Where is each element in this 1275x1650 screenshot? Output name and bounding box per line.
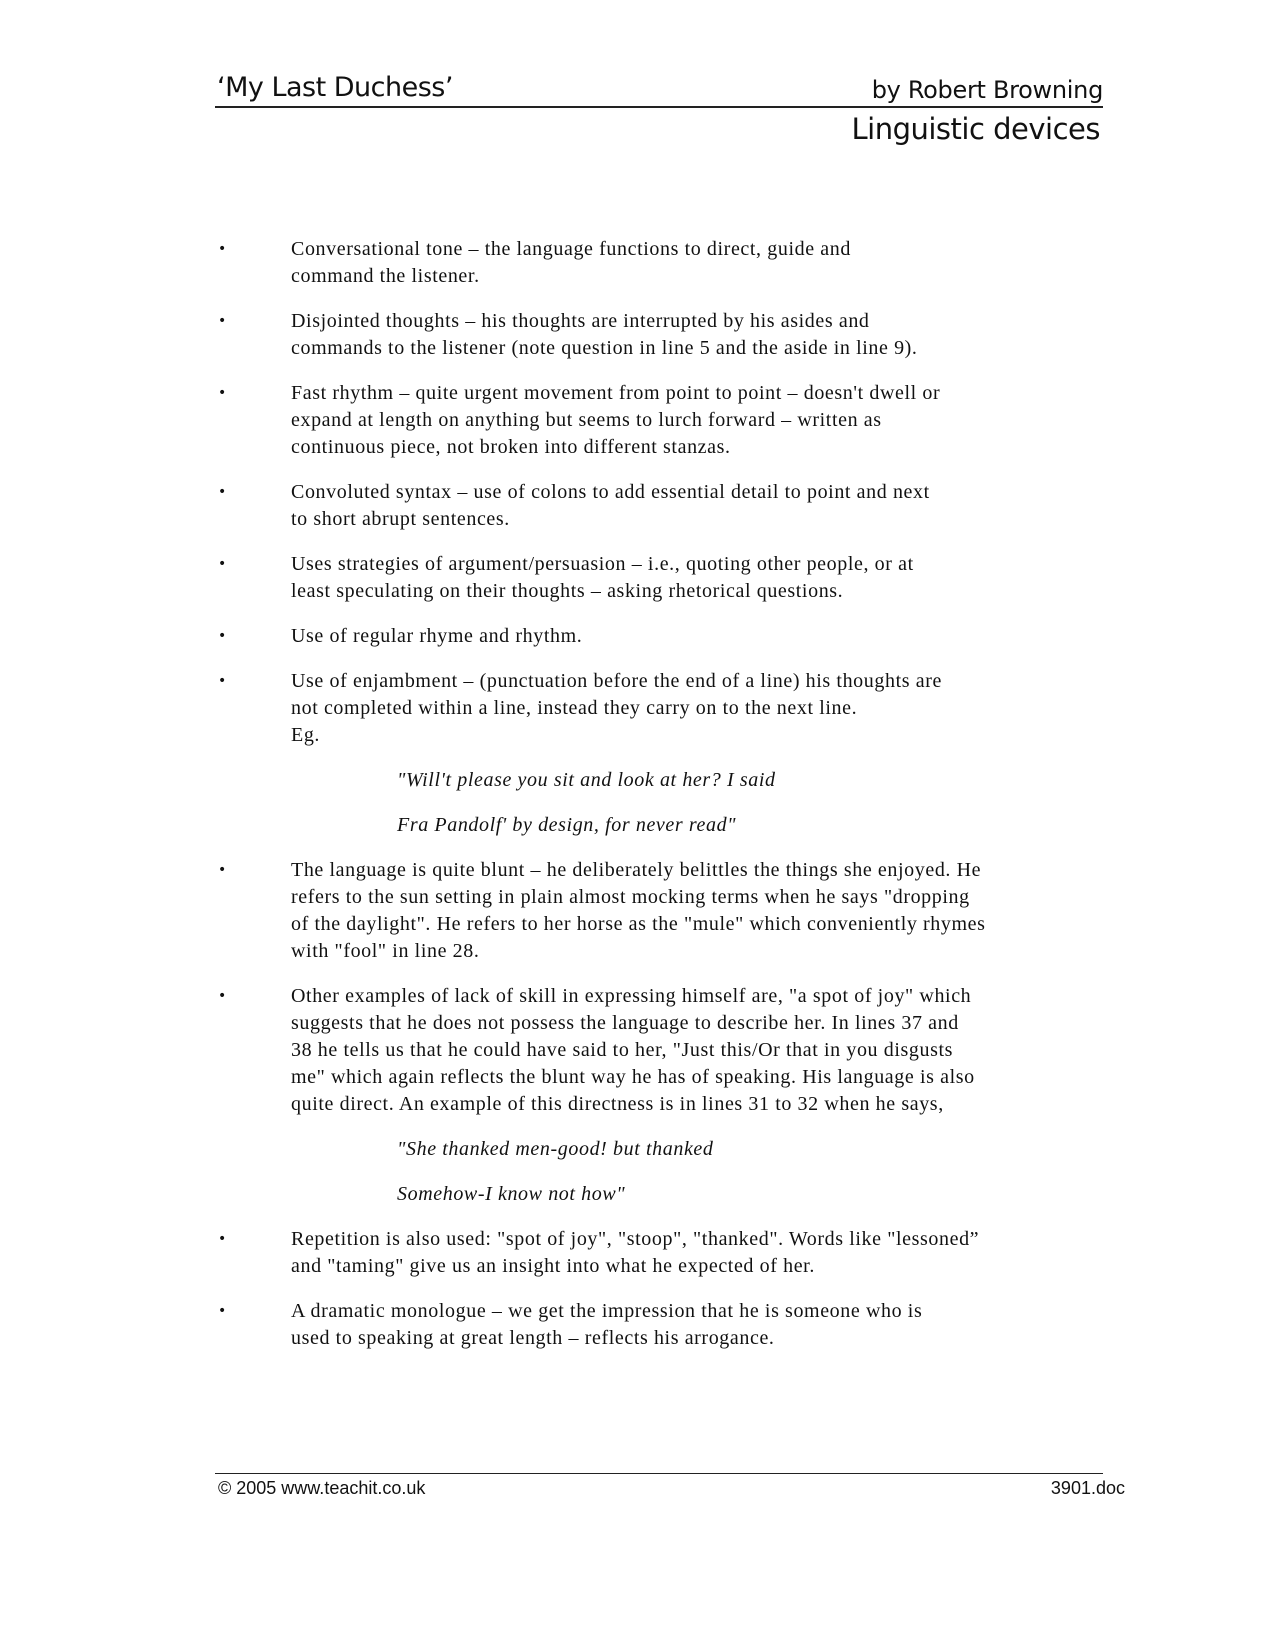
author: by Robert Browning	[871, 76, 1103, 104]
bullet-item	[218, 308, 1138, 362]
quotation	[218, 1136, 1138, 1163]
text-line: Somehow-I know not how"	[397, 1183, 626, 1205]
bullet-icon: •	[218, 988, 227, 1004]
header-divider	[215, 106, 1103, 108]
text-line: and "taming" give us an insight into what he expected of her.	[291, 1255, 815, 1277]
bullet-icon: •	[218, 673, 227, 689]
text-line: expand at length on anything but seems to lurch forward – written as	[291, 409, 882, 431]
bullet-icon: •	[218, 862, 227, 878]
text-line: 38 he tells us that he could have said to her, "Just this/Or that in you disgusts	[291, 1039, 954, 1061]
bullet-item	[218, 236, 1138, 290]
bullet-item	[218, 1226, 1138, 1280]
text-line: me" which again reflects the blunt way he has of speaking. His language is also	[291, 1066, 975, 1088]
bullet-item	[218, 479, 1138, 533]
bullet-icon: •	[218, 556, 227, 572]
bullet-icon: •	[218, 241, 227, 257]
text-line: Fra Pandolf' by design, for never read"	[397, 814, 737, 836]
text-line: used to speaking at great length – reflects his arrogance.	[291, 1327, 775, 1349]
text-line: Convoluted syntax – use of colons to add essential detail to point and next	[291, 481, 930, 503]
bullet-icon: •	[218, 484, 227, 500]
bullet-icon: •	[218, 1303, 227, 1319]
footer-divider	[215, 1473, 1103, 1474]
bullet-item	[218, 380, 1138, 461]
text-line: suggests that he does not possess the language to describe her. In lines 37 and	[291, 1012, 959, 1034]
text-line: Use of enjambment – (punctuation before the end of a line) his thoughts are	[291, 670, 942, 692]
bullet-icon: •	[218, 628, 227, 644]
text-line: not completed within a line, instead they carry on to the next line.	[291, 697, 858, 719]
quotation	[218, 767, 1138, 794]
bullet-item	[218, 623, 1138, 650]
bullet-item	[218, 668, 1138, 749]
bullet-icon: •	[218, 1231, 227, 1247]
text-line: quite direct. An example of this directness is in lines 31 to 32 when he says,	[291, 1093, 944, 1115]
text-line: Other examples of lack of skill in expressing himself are, "a spot of joy" which	[291, 985, 972, 1007]
bullet-item	[218, 983, 1138, 1118]
document-body	[218, 236, 1138, 1370]
text-line: of the daylight". He refers to her horse as the "mule" which conveniently rhymes	[291, 913, 986, 935]
text-line: Use of regular rhyme and rhythm.	[291, 625, 583, 647]
text-line: "She thanked men-good! but thanked	[397, 1138, 714, 1160]
bullet-icon: •	[218, 385, 227, 401]
text-line: commands to the listener (note question in line 5 and the aside in line 9).	[291, 337, 918, 359]
quotation	[218, 1181, 1138, 1208]
text-line: A dramatic monologue – we get the impression that he is someone who is	[291, 1300, 923, 1322]
text-line: Conversational tone – the language functions to direct, guide and	[291, 238, 851, 260]
bullet-item	[218, 857, 1138, 965]
bullet-item	[218, 551, 1138, 605]
text-line: continuous piece, not broken into different stanzas.	[291, 436, 731, 458]
text-line: Fast rhythm – quite urgent movement from point to point – doesn't dwell or	[291, 382, 941, 404]
text-line: The language is quite blunt – he deliberately belittles the things she enjoyed. He	[291, 859, 982, 881]
section-subtitle: Linguistic devices	[851, 112, 1100, 146]
document-title: ‘My Last Duchess’	[217, 72, 453, 103]
text-line: Uses strategies of argument/persuasion – i.e., quoting other people, or at	[291, 553, 914, 575]
text-line: Disjointed thoughts – his thoughts are interrupted by his asides and	[291, 310, 870, 332]
text-line: Repetition is also used: "spot of joy", "stoop", "thanked". Words like "lessoned”	[291, 1228, 980, 1250]
text-line: command the listener.	[291, 265, 480, 287]
text-line: least speculating on their thoughts – asking rhetorical questions.	[291, 580, 844, 602]
quotation	[218, 812, 1138, 839]
text-line: with "fool" in line 28.	[291, 940, 480, 962]
bullet-item	[218, 1298, 1138, 1352]
text-line: to short abrupt sentences.	[291, 508, 510, 530]
text-line: refers to the sun setting in plain almost mocking terms when he says "dropping	[291, 886, 970, 908]
text-line: "Will't please you sit and look at her? I said	[397, 769, 776, 791]
footer-doc-id: 3901.doc	[1050, 1478, 1125, 1498]
text-line: Eg.	[291, 724, 321, 746]
bullet-icon: •	[218, 313, 227, 329]
footer-copyright: © 2005 www.teachit.co.uk	[218, 1478, 426, 1498]
